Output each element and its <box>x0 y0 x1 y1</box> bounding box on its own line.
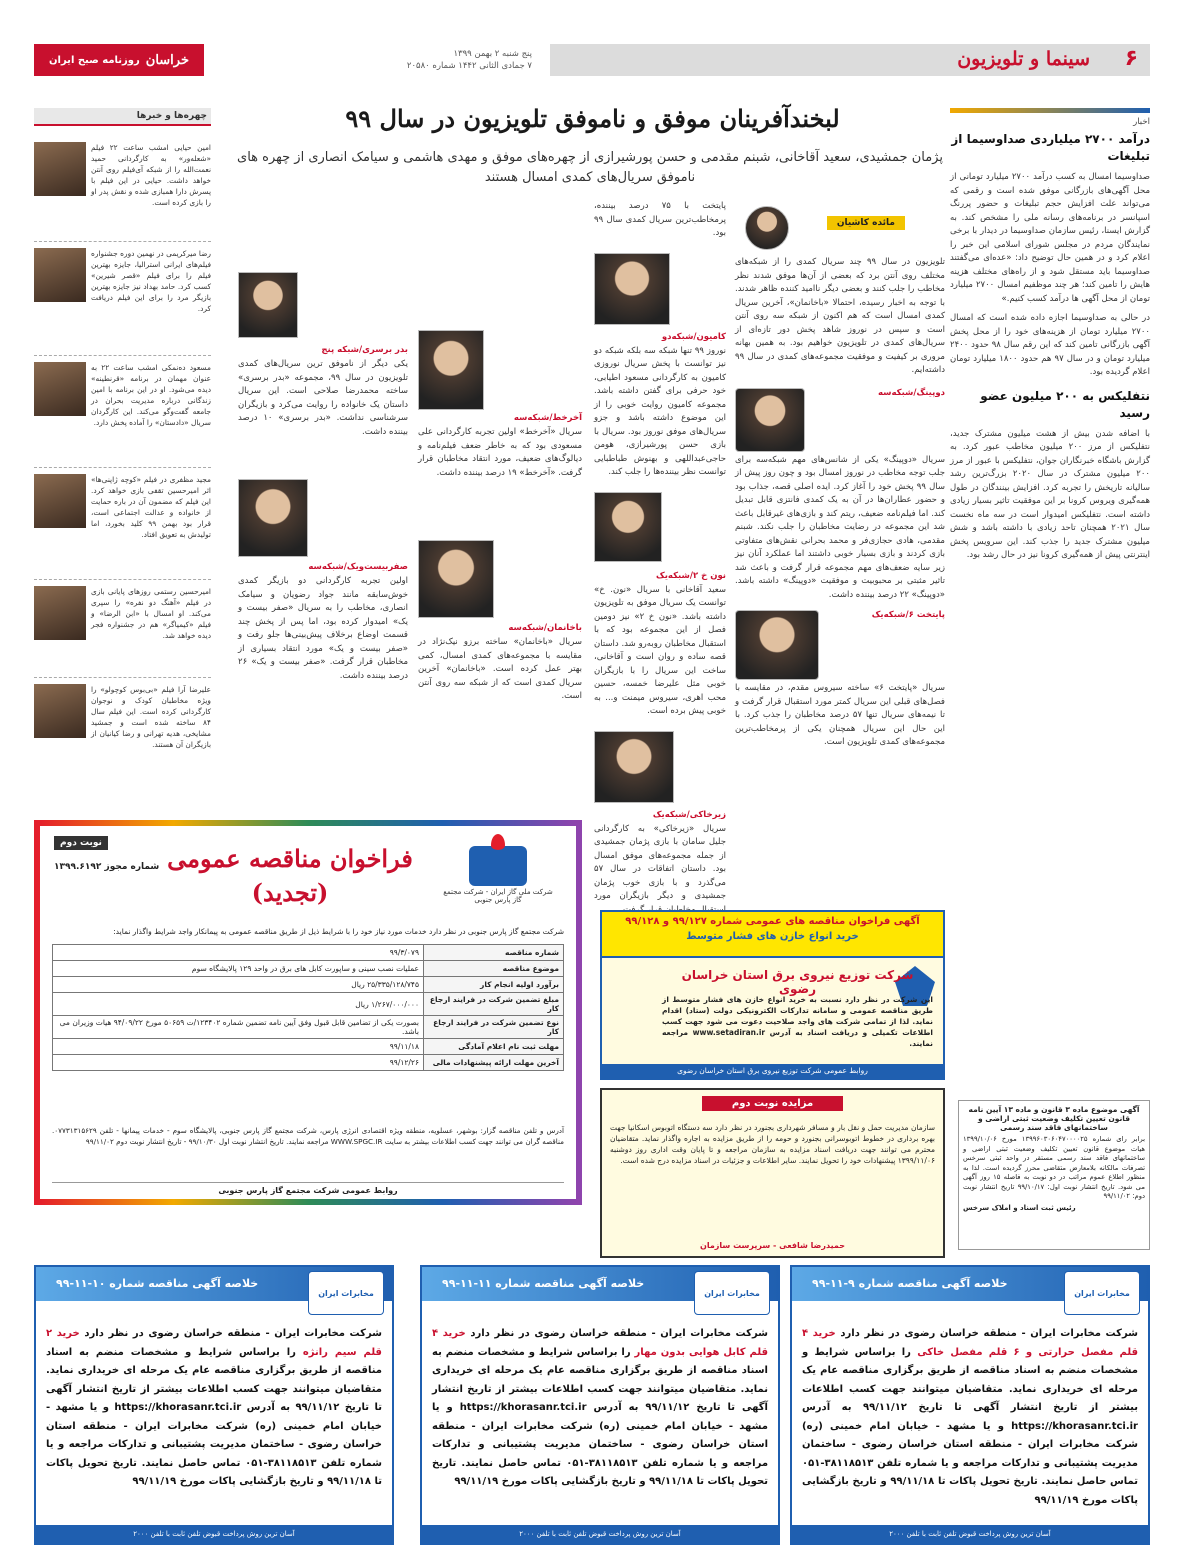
sidebar-item <box>34 582 211 678</box>
tender-footer: روابط عمومی شرکت مجتمع گاز پارس جنوبی <box>52 1182 564 1195</box>
tender-field-value: ۹۹/۳/۰۷۹ <box>53 945 424 961</box>
tci-tender-ad <box>790 1265 1150 1545</box>
ad-body <box>46 1325 382 1492</box>
tender-ad-south-pars <box>34 820 582 1205</box>
news-headline: درآمد ۲۷۰۰ میلیاردی صداوسیما از تبلیغات <box>951 132 1150 163</box>
section-heading: صفربیست‌ویک/شبکه‌سه <box>308 562 408 572</box>
news-paragraph: با اضافه شدن بیش از هشت میلیون مشترک جدید، نتفلیکس از مرز ۲۰۰ میلیون مخاطب عبور کرد. به گزارش باشگاه خبرنگاران جوان، نتفلیکس با عبور از مرز ۲۰۰ میلیون مشترک در سال ۲۰۲۰ بزرگ‌ترین رشد سالیانه تاریخش را تجربه کرد. افزایش بینندگان در طول همه‌گیری ویروس کرونا بر این موفقیت تاثیر بسیار زیادی داشته است. نتفلیکس امیدوار است در سه ماه نخست سال ۲۰۲۱ همچنان تاحد زیادی با داشته باشد و شش میلیون مشترک جدید را جذب کند. این سرویس پخش اینترنتی پیش از همه‌گیری کرونا نیز در حال رشد بود. <box>950 428 1151 560</box>
auction-body: سازمان مدیریت حمل و نقل بار و مسافر شهرداری بجنورد در نظر دارد سه دستگاه اتوبوس اسکانیا جهت بهره برداری در خطوط اتوبوسرانی بجنورد و حومه را از طریق مزایده به اجاره واگذار نماید. متقاضیان محترم می توانند جهت دریافت اسناد مزایده به سازمان مراجعه و تا پایان وقت اداری روز دوشنبه ۱۳۹۹/۱۱/۰۶ پیشنهادات خود را تحویل نمایند. سایر اطلاعات و جزئیات در اسناد مزایده درج شده است. <box>610 1123 935 1165</box>
ad-title: آگهی فراخوان مناقصه های عمومی شماره ۹۹/۱۲۷ و ۹۹/۱۲۸ <box>625 916 920 927</box>
ad-body <box>432 1325 768 1492</box>
section-text: سریال «دوپینگ» یکی از شانس‌های مهم شبکه‌سه برای جلب توجه مخاطب در نوروز امسال بود و چون روز پیش از سال ۹۹ پخش خود را آغاز کرد. ایده اصلی قصه، جذاب بود و حضور عطاران‌ها در آن به یک کمدی فانتزی قابل تبدیل کند. اما فیلم‌نامه ضعیف، ریتم کند و بازی‌های غیرقابل باعث شد این مجموعه در رضایت مخاطبان را جلب نکند. شبنم مقدمی، هادی حجازی‌فر و محمد بحرانی نقش‌های متفاوتی بازی کردند و بازی بسیار خوبی داشتند اما عملکرد آنان نیز زیر سایه ضعف‌های مهم مجموعه قرار گرفت و باعث شد تاثیر مثبتی بر محبوبیت و موفقیت «دوپینگ» داشته باشد. «دوپینگ» ۲۲ درصد بیننده داشت. <box>735 454 945 600</box>
section-heading: کامیون/شبکه‌دو <box>661 331 726 342</box>
ad-footer: روابط عمومی شرکت توزیع نیروی برق استان خراسان رضوی <box>602 1064 943 1078</box>
auction-ad <box>600 1088 945 1258</box>
section-zirkhaki <box>594 727 726 807</box>
kamion-photo <box>594 253 670 325</box>
section-title: سینما و تلویزیون <box>957 48 1090 70</box>
ad-title: خلاصه آگهی مناقصه شماره ۹-۱۱-۹۹ <box>812 1277 1008 1290</box>
section-heading: آخرخط/شبکه‌سه <box>513 413 582 423</box>
ad-item: خرید ۴ قلم کابل هوایی بدون مهار <box>432 1328 768 1358</box>
tender-field-label: آخرین مهلت ارائه پیشنهادات مالی <box>424 1055 564 1071</box>
section-text: سریال «آخرخط» اولین تجربه کارگردانی علی مسعودی بود که به خاطر ضعف فیلم‌نامه و دیالوگ‌های ضعیف، مورد انتقاد مخاطبان قرار گرفت. «آخرخط» ۱۹ درصد بیننده داشت. <box>418 427 582 478</box>
tci-tender-ad <box>420 1265 780 1545</box>
section-text: اولین تجربه کارگردانی دو بازیگر کمدی خوش‌سابقه مانند جواد رضویان و سیامک انصاری، مخاطب را به سریال «صفر بیست و یک» امیدوار کرده بود، اما پس از پخش چند قسمت اوضاع برخلاف پیش‌بینی‌ها جلو رفت و «صفر بیست و یک» مورد انتقاد بسیاری از مخاطبان قرار گرفت. «صفر بیست و یک» ۲۶ درصد بیننده داشت. <box>238 576 408 681</box>
ad-lead: شرکت مخابرات ایران - منطقه خراسان رضوی در نظر دارد <box>79 1328 382 1339</box>
tender-table-row <box>53 961 564 977</box>
permit-number: شماره مجوز ۱۳۹۹.۶۱۹۲ <box>54 862 160 872</box>
ad-subject: خرید انواع خازن های فشار متوسط <box>686 931 859 942</box>
tender-table-row <box>53 1039 564 1055</box>
sidebar-item-text: علیرضا آرا فیلم «بی‌بوس کوچولو» را ویژه مخاطبان کودک و نوجوان کارگردانی کرده است. این فیلم سال ۸۴ ساخته شده است و جمشید مشایخی، هدیه تهرانی و رضا کیانیان از بازیگران آن هستند. <box>91 685 211 749</box>
brand-logo: خراسان <box>145 52 190 68</box>
brand-badge[interactable] <box>34 44 204 76</box>
ad-item: خرید ۴ قلم مفصل حرارتی و ۶ قلم مفصل خاکی <box>802 1328 1139 1358</box>
section-akharkhat <box>418 330 582 410</box>
section-text: سعید آقاخانی با سریال «نون. خ» توانست یک سریال موفق به تلویزیون داشته باشد. «نون خ ۲» نیز دومین فصل از این مجموعه بود که با استقبال مخاطبان روبه‌رو شد. داستان قصه ساده و روان است و آقاخانی، ساخت این سریال را با بازیگران خوبی مثل علیرضا خمسه، حسین محب اهری، سیروس میمنت و... به خوبی پیش برده است. <box>594 584 726 716</box>
sidebar-item <box>34 680 211 790</box>
issue-date <box>212 48 532 72</box>
tender-field-value: بصورت یکی از تضامین قابل قبول وفق آیین نامه تضمین شماره ۱۲۳۴۰۲/ت ۵۰۶۵۹ مورخ ۹۴/۰۹/۲۲ هیات وزیران می باشد. <box>53 1016 424 1039</box>
article-column-3 <box>418 200 582 704</box>
tender-table-row <box>53 977 564 993</box>
section-heading: باخانمان/شبکه‌سه <box>508 623 582 633</box>
section-bakhanoman <box>418 540 582 620</box>
tender-field-value: ۹۹/۱۱/۱۸ <box>53 1039 424 1055</box>
auction-title: مزایده نوبت دوم <box>702 1096 843 1111</box>
notice-body: برابر رای شماره ۱۳۹۹۶۰۳۰۶۰۴۷۰۰۰۰۲۵ مورخ ۱۳۹۹/۱۰/۰۶ هیات موضوع قانون تعیین تکلیف وضعیت ثبتی اراضی و ساختمانهای فاقد سند رسمی مستقر در واحد ثبتی سرخس تصرفات مالکانه بلامعارض متقاضی محرز گردیده است. لذا به منظور اطلاع عموم مراتب در دو نوبت به فاصله ۱۵ روز آگهی می شود. تاریخ انتشار نوبت اول: ۹۹/۱۰/۱۷ تاریخ انتشار نوبت دوم: ۹۹/۱۱/۰۲ <box>963 1135 1145 1200</box>
tender-field-label: مبلغ تضمین شرکت در فرایند ارجاع کار <box>424 993 564 1016</box>
person-photo <box>34 474 86 528</box>
article-subheadline: پژمان جمشیدی، سعید آقاخانی، شبنم مقدمی و حسن پورشیرازی از چهره‌های موفق و مهدی هاشمی و سیامک انصاری از چهره های ناموفق سریال‌های کمدی امسال هستند <box>237 150 943 185</box>
ad-lead: شرکت مخابرات ایران - منطقه خراسان رضوی در نظر دارد <box>465 1328 768 1339</box>
brand-subtitle: روزنامه صبح ایران <box>49 54 140 66</box>
company-name: شرکت ملی گاز ایران - شرکت مجتمع گاز پارس جنوبی <box>443 888 553 904</box>
person-photo <box>34 142 86 196</box>
tender-field-value: ۲۵/۳۳۵/۱۲۸/۷۴۵ ریال <box>53 977 424 993</box>
news-paragraph: در حالی به صداوسیما اجازه داده شده است که امسال ۲۷۰۰ میلیارد تومان از هزینه‌های خود را از محل پخش آگهی بازرگانی تامین کند که این رقم سال ۹۸ حدود ۲۴۰۰ میلیارد تومان و در سال ۹۷ هم حدود ۱۸۰۰ میلیارد تومان اعلام گردیده بود. <box>950 313 1150 377</box>
section-badr <box>238 272 408 342</box>
section-kamion <box>594 249 726 329</box>
ad-rest: را براساس شرایط و مشخصات منضم به اسناد مناقصه از طریق برگزاری مناقصه عام یک مرحله ای خریداری نماید. متقاضیان میتوانند جهت کسب اطلاعات بیشتر از تاریخ انتشار آگهی تا تاریخ ۹۹/۱۱/۱۲ به آدرس https://khorasanr.tci.ir و یا مشهد - خیابان امام خمینی (ره) شرکت مخابرات ایران - منطقه استان خراسان رضوی - ساختمان مدیریت پشتیبانی و تدارکات مراجعه و یا شماره تلفن ۳۸۱۱۸۵۱۳-۰۵۱ تماس حاصل نمایند. تاریخ تحویل پاکات تا ۹۹/۱۱/۱۸ و تاریخ بازگشایی پاکات مورخ ۹۹/۱۱/۱۹ <box>432 1346 769 1487</box>
date-line-2: ۷ جمادی الثانی ۱۴۴۲ شماره ۲۰۵۸۰ <box>406 61 532 71</box>
section-text: یکی دیگر از ناموفق ترین سریال‌های کمدی تلویزیون در سال ۹۹، مجموعه «بدر برسری» ساخته محمدرضا صلاحی است. این سریال داستان یک خانواده را روایت می‌کرد و بازیگران سرشناسی نداشت. «بدر برسری» ۱۰ درصد بیننده داشت. <box>238 359 408 437</box>
ad-footer: آسان ترین روش پرداخت قبوض تلفن ثابت با تلفن ۲۰۰۰ <box>36 1525 392 1543</box>
article-column-1 <box>735 256 945 750</box>
tender-field-label: نوع تضمین شرکت در فرایند ارجاع کار <box>424 1016 564 1039</box>
ad-rest: را براساس شرایط و مشخصات منضم به اسناد مناقصه از طریق برگزاری مناقصه عام یک مرحله ای خریداری نماید. متقاضیان میتوانند جهت کسب اطلاعات بیشتر از تاریخ انتشار آگهی تا تاریخ ۹۹/۱۱/۱۲ به آدرس https://khorasanr.tci.ir و یا مشهد - خیابان امام خمینی (ره) شرکت مخابرات ایران - منطقه استان خراسان رضوی - ساختمان مدیریت پشتیبانی و تدارکات مراجعه و یا شماره تلفن ۳۸۱۱۸۵۱۳-۰۵۱ تماس حاصل نمایند. تاریخ تحویل پاکات تا ۹۹/۱۱/۱۸ و تاریخ بازگشایی پاکات مورخ ۹۹/۱۱/۱۹ <box>802 1346 1138 1506</box>
sidebar-item <box>34 358 211 468</box>
zirkhaki-photo <box>594 731 674 803</box>
section-dooping <box>735 388 945 454</box>
section-sefr <box>238 479 408 559</box>
tender-ad-electricity <box>600 910 945 1080</box>
sidebar-item-text: مسعود ده‌نمکی امشب ساعت ۲۲ به عنوان مهمان در برنامه «قرنطینه» دیده می‌شود. او در این برنامه با امین زندگانی درباره مدیریت بحران در جامعه گفت‌وگو می‌کند. این کارگردان سریال «دادستان» را آماده پخش دارد. <box>91 363 211 427</box>
sidebar-item-text: مجید مظفری در فیلم «کوچه ژاپنی‌ها» اثر امیرحسین تقفی بازی خواهد کرد. این فیلم که مضمون آن در باره حمایت از خانواده و عدالت اجتماعی است، قرار بود بهمن ۹۹ کلید بخورد، اما تولیدش به تعویق افتاد. <box>91 475 212 539</box>
section-heading: زیرخاکی/شبکه‌یک <box>652 809 726 820</box>
sefr-photo <box>238 479 308 557</box>
notice-title: آگهی موضوع ماده ۳ قانون و ماده ۱۳ آیین نامه قانون تعیین تکلیف وضعیت ثبتی اراضی و ساختمانهای فاقد سند رسمی <box>968 1105 1140 1132</box>
bakhanoman-photo <box>418 540 494 618</box>
round-label: نوبت دوم <box>54 836 108 850</box>
article-lead: تلویزیون در سال ۹۹ چند سریال کمدی را از شبکه‌های مختلف روی آنتن برد که بعضی از آن‌ها موفق شدند نظر مخاطب را جلب کنند و بعضی دیگر ناامید کننده ظاهر شدند. با توجه به اخبار رسیده، احتمالا «باخانمان»، آخرین سریال کمدی امسال است که هم اکنون از شبکه سه روی آنتن است و سپس در نوروز شاهد پخش دور تازه‌ای از سریال‌های کمدی در تلویزیون خواهیم بود. به همین بهانه مروری بر کیفیت و موفقیت مجموعه‌های کمدی در سال ۹۹ داشته‌ایم. <box>735 257 945 375</box>
ad-lead: شرکت مخابرات ایران - منطقه خراسان رضوی در نظر دارد <box>835 1328 1138 1339</box>
date-line-1: پنج شنبه ۲ بهمن ۱۳۹۹ <box>453 49 532 59</box>
akharkhat-photo <box>418 330 484 410</box>
tci-logo: مخابرات ایران <box>694 1271 770 1315</box>
ad-body <box>802 1325 1138 1510</box>
section-text: سریال «زیرخاکی» به کارگردانی جلیل سامان با بازی پژمان جمشیدی از جمله مجموعه‌های موفق امسال بود. داستان اتفاقات در سال ۵۷ می‌گذرد و با بازی خوب پژمان جمشیدی و دیگر بازیگران مورد <box>594 823 726 901</box>
section-heading: پایتخت ۶/شبکه‌یک <box>871 610 945 620</box>
column-kicker: اخبار <box>1133 117 1150 127</box>
company-logo <box>438 846 558 904</box>
person-photo <box>34 586 86 640</box>
section-text: نوروز ۹۹ تنها شبکه سه بلکه شبکه دو نیز توانست با پخش سریال نوروزی کامیون به کارگردانی مسعود اطیابی، خود حرفی برای گفتن داشته باشد. مجموعه کامیون روایت خوبی را از این موضوع داشته باشد و جزو سریال‌های موفق نوروز بود. سریال با بازی حسن پورشیرازی، هومن حاجی‌عبداللهی و بهنوش طباطبایی توانست نظر بیننده‌ها را جلب کند. <box>594 345 726 477</box>
sidebar-item-text: رضا میرکریمی در نهمین دوره جشنواره فیلم‌های ایرانی استرالیا، جایزه بهترین فیلم را برای فیلم «قصر شیرین» کسب کرد. حامد بهداد نیز جایزه بهترین بازیگر مرد را برای این فیلم دریافت کرد. <box>91 249 211 313</box>
tci-logo: مخابرات ایران <box>1064 1271 1140 1315</box>
news-paragraph: صداوسیما امسال به کسب درآمد ۲۷۰۰ میلیارد تومانی از محل آگهی‌های بازرگانی موفق شده است و رقمی که می‌تواند علت افزایش حجم تبلیغات و حضور پررنگ اسپانسر در برنامه‌های رسانه ملی را مشخص کند. به گزارش ایسنا، رئیس سازمان صداوسیما در دیدار با برخی نمایندگان مردم در مجلس شورای اسلامی این خبر را اعلام کرد و در همین حال توضیح داد: «عده‌ای می‌گفتند صداوسیما باید مستقل شود و از راه‌های مختلف هزینه هایش را تامین کند؛ هر چند موظفیم امسال ۲۷۰۰ میلیارد تومان از محل آگهی ها درآمد کسب کنیم.» <box>950 172 1150 304</box>
tci-tender-ad <box>34 1265 394 1545</box>
section-heading: بدر برسری/شبکه پنج <box>321 345 408 355</box>
auction-signature: حمیدرضا شافعی - سرپرست سازمان <box>700 1241 845 1250</box>
ad-company: شرکت توزیع نیروی برق استان خراسان رضوی <box>681 968 914 996</box>
ad-body: این شرکت در نظر دارد نسبت به خرید انواع خازن های فشار متوسط از طریق مناقصه عمومی و سامانه تدارکات الکترونیکی دولت (ستاد) اقدام نماید. لذا از تمامی شرکت های واجد صلاحیت دعوت می شود جهت کسب اطلاعات تکمیلی و دریافت اسناد به آدرس www.setadiran.ir مراجعه نمایند. <box>662 995 933 1048</box>
section-text: سریال «باخانمان» ساخته برزو نیک‌نژاد در مقایسه با مجموعه‌های کمدی امسال، کمی بهتر عمل کرده است. «باخانمان» آخرین سریال کمدی است که از شبکه سه روی آنتن است. <box>418 637 582 701</box>
sidebar-item-text: امین حیایی امشب ساعت ۲۲ فیلم «شعله‌ور» به کارگردانی حمید نعمت‌الله را از شبکه آی‌فیلم روی آنتن خواهد داشت. حیایی در این فیلم با پسرش دارا همبازی شده و نقش پدر او را بازی کرده است. <box>91 143 211 207</box>
noon-kh-photo <box>594 492 662 562</box>
ad-header <box>602 912 943 958</box>
article-column-2 <box>594 200 726 917</box>
section-banner <box>550 44 1150 76</box>
tender-details: آدرس و تلفن مناقصه گزار: بوشهر، عسلویه، منطقه ویژه اقتصادی انرژی پارس، شرکت مجتمع گاز پارس جنوبی، پالایشگاه سوم - خدمات پیمانها - تلفن ۰۷۷۳۱۳۱۵۶۲۹. مناقصه گران می توانند جهت کسب اطلاعات بیشتر به سایت WWW.SPGC.IR مراجعه نمایند. تاریخ انتشار نوبت اول ۹۹/۱۰/۳۰ - تاریخ انتشار نوبت دوم ۹۹/۱۱/۰۲ <box>52 1126 564 1146</box>
article-column-4 <box>238 200 408 683</box>
sidebar-item <box>34 138 211 242</box>
person-photo <box>34 362 86 416</box>
page-header <box>34 44 1150 76</box>
ad-title: خلاصه آگهی مناقصه شماره ۱۰-۱۱-۹۹ <box>56 1277 259 1290</box>
tender-table <box>52 944 564 1071</box>
article-headline: لبخندآفرینان موفق و ناموفق تلویزیون در سال ۹۹ <box>345 104 840 133</box>
tender-title: فراخوان مناقصه عمومی (تجدید) <box>167 844 413 907</box>
legal-notice <box>958 1100 1150 1250</box>
section-text: سریال «پایتخت ۶» ساخته سیروس مقدم، در مقایسه با فصل‌های قبلی این سریال کمتر مورد استقبال قرار گرفت و تا نیمه‌های سریال تنها ۵۷ درصد مخاطبان را جذب کرد. با این حال این سریال همچنان یکی از پرمخاطب‌ترین مجموعه‌های کمدی تلویزیون است. <box>735 683 945 747</box>
section-heading: دوپینگ/شبکه‌سه <box>877 387 945 398</box>
ad-footer: آسان ترین روش پرداخت قبوض تلفن ثابت با تلفن ۲۰۰۰ <box>792 1525 1148 1543</box>
ad-item: خرید ۲ قلم سیم رانژه <box>46 1328 382 1358</box>
tender-field-value: ۹۹/۱۲/۲۶ <box>53 1055 424 1071</box>
closing-note: پایتخت با ۷۵ درصد بیننده، پرمخاطب‌ترین سریال کمدی سال ۹۹ بود. <box>594 201 726 238</box>
tci-logo: مخابرات ایران <box>308 1271 384 1315</box>
news-headline: نتفلیکس به ۲۰۰ میلیون عضو رسید <box>980 388 1150 420</box>
column-color-bar <box>950 108 1150 113</box>
tender-field-value: عملیات نصب سینی و ساپورت کابل های برق در واحد ۱۲۹ پالایشگاه سوم <box>53 961 424 977</box>
sidebar-title: چهره‌ها و خبرها <box>34 108 211 126</box>
page-number: ۶ <box>1124 46 1138 71</box>
section-noon-kh <box>594 488 726 568</box>
notice-signature: رئیس ثبت اسناد و املاک سرخس <box>963 1203 1076 1212</box>
tender-field-label: شماره مناقصه <box>424 945 564 961</box>
author-name: مائده کاشیان <box>827 216 905 230</box>
sidebar-item <box>34 244 211 356</box>
faces-and-news-sidebar <box>34 108 211 801</box>
sidebar-item-text: امیرحسین رستمی روزهای پایانی بازی در فیلم «آهنگ دو نفره» را سپری می‌کند. او امسال با «ابن الرضا» و فیلم «کیمیاگر» هم در جشنواره فجر دیده خواهد شد. <box>91 587 211 640</box>
gas-flame-icon <box>469 846 527 886</box>
section-heading: نون خ ۲/شبکه‌یک <box>656 570 726 581</box>
tender-field-label: برآورد اولیه انجام کار <box>424 977 564 993</box>
tender-field-label: مهلت ثبت نام اعلام آمادگی <box>424 1039 564 1055</box>
ad-title: خلاصه آگهی مناقصه شماره ۱۱-۱۱-۹۹ <box>442 1277 645 1290</box>
person-photo <box>34 684 86 738</box>
sidebar-item <box>34 470 211 580</box>
paytakht-photo <box>735 610 819 680</box>
dooping-photo <box>735 388 805 452</box>
badr-photo <box>238 272 298 338</box>
person-photo <box>34 248 86 302</box>
tender-table-row <box>53 1055 564 1071</box>
author-photo <box>745 206 789 250</box>
tender-table-row <box>53 945 564 961</box>
ad-footer: آسان ترین روش پرداخت قبوض تلفن ثابت با تلفن ۲۰۰۰ <box>422 1525 778 1543</box>
tender-table-row <box>53 993 564 1016</box>
ad-rest: را براساس شرایط و مشخصات منضم به اسناد مناقصه از طریق برگزاری مناقصه عام یک مرحله ای خریداری نماید. متقاضیان میتوانند جهت کسب اطلاعات بیشتر از تاریخ انتشار آگهی تا تاریخ ۹۹/۱۱/۱۲ به آدرس https://khorasanr.tci.ir و یا مشهد - خیابان امام خمینی (ره) شرکت مخابرات ایران - منطقه استان خراسان رضوی - ساختمان مدیریت پشتیبانی و تدارکات مراجعه و یا شماره تلفن ۳۸۱۱۸۵۱۳-۰۵۱ تماس حاصل نمایند. تاریخ تحویل پاکات تا ۹۹/۱۱/۱۸ و تاریخ بازگشایی پاکات مورخ ۹۹/۱۱/۱۹ <box>46 1346 382 1487</box>
section-paytakht <box>735 610 945 682</box>
author-box <box>745 206 905 250</box>
tender-field-label: موضوع مناقصه <box>424 961 564 977</box>
tender-field-value: ۱/۲۶۷/۰۰۰/۰۰۰ ریال <box>53 993 424 1016</box>
tender-intro: شرکت مجتمع گاز پارس جنوبی در نظر دارد خدمات مورد نیاز خود را با شرایط ذیل از طریق مناقصه عمومی به پیمانکار واجد شرایط واگذار نماید: <box>113 927 564 936</box>
tender-table-row <box>53 1016 564 1039</box>
news-column <box>950 108 1150 1063</box>
